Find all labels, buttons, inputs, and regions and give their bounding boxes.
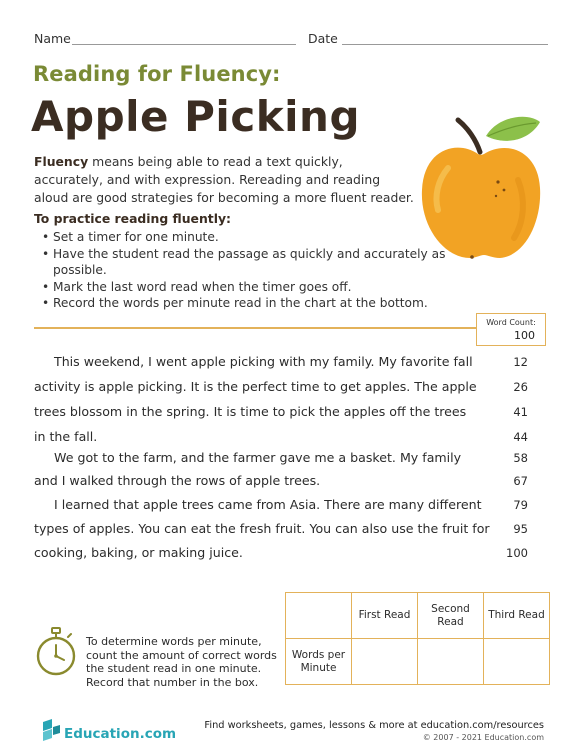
- third-read-entry[interactable]: [484, 639, 550, 685]
- intro-text: means being able to read a text quickly, accurately, and with expression. Rereading and reading aloud are good strategies for becoming a more fluent reader.: [34, 154, 414, 205]
- words-per-minute-table: [285, 592, 550, 685]
- passage-line: [34, 473, 544, 493]
- list-item: • Record the words per minute read in the chart at the bottom.: [42, 295, 462, 312]
- passage-line: [34, 545, 544, 565]
- list-item: • Have the student read the passage as quickly and accurately as possible.: [42, 246, 462, 279]
- passage-line: [34, 404, 544, 424]
- passage-text: We got to the farm, and the farmer gave me a basket. My family: [54, 450, 462, 465]
- passage-text: trees blossom in the spring. It is time to pick the apples off the trees: [34, 404, 467, 419]
- list-item: • Mark the last word read when the timer goes off.: [42, 279, 462, 296]
- passage-text: I learned that apple trees came from Asia. There are many different: [54, 497, 482, 512]
- running-word-count: 58: [513, 451, 528, 465]
- passage-text: activity is apple picking. It is the perfect time to get apples. The apple: [34, 379, 477, 394]
- list-item: • Set a timer for one minute.: [42, 229, 462, 246]
- practice-list: [42, 229, 462, 312]
- timer-instructions: To determine words per minute, count the amount of correct words the student read in one minute. Record that number in the box.: [86, 635, 277, 689]
- name-date-row: [34, 31, 548, 47]
- date-field[interactable]: [342, 44, 548, 45]
- running-word-count: 95: [513, 522, 528, 536]
- worksheet-title: Apple Picking: [31, 92, 361, 141]
- education-logo-text: Education.com: [64, 726, 177, 742]
- worksheet-subtitle: Reading for Fluency:: [33, 62, 281, 86]
- running-word-count: 12: [513, 355, 528, 369]
- footer-copyright: © 2007 - 2021 Education.com: [422, 733, 544, 742]
- practice-heading: To practice reading fluently:: [34, 211, 231, 226]
- passage-line: [34, 354, 544, 374]
- date-label: Date: [308, 31, 338, 46]
- passage-text: This weekend, I went apple picking with my family. My favorite fall: [54, 354, 473, 369]
- running-word-count: 41: [513, 405, 528, 419]
- passage-line: [34, 379, 544, 399]
- running-word-count: 67: [513, 474, 528, 488]
- name-field[interactable]: [72, 44, 296, 45]
- passage-line: [34, 429, 544, 449]
- column-header: Third Read: [484, 593, 550, 639]
- word-count-box: [476, 313, 546, 346]
- column-header: Second Read: [418, 593, 484, 639]
- passage-line: [34, 521, 544, 541]
- word-count-value: 100: [514, 329, 535, 342]
- passage-line: [34, 497, 544, 517]
- column-header: First Read: [352, 593, 418, 639]
- apple-illustration: [418, 110, 548, 265]
- running-word-count: 100: [506, 546, 528, 560]
- second-read-entry[interactable]: [418, 639, 484, 685]
- passage-line: [34, 450, 544, 470]
- passage-text: types of apples. You can eat the fresh fruit. You can also use the fruit for: [34, 521, 490, 536]
- passage-text: cooking, baking, or making juice.: [34, 545, 243, 560]
- running-word-count: 44: [513, 430, 528, 444]
- row-label: Words per Minute: [286, 639, 352, 685]
- footer-info: [204, 720, 544, 742]
- name-label: Name: [34, 31, 71, 46]
- running-word-count: 26: [513, 380, 528, 394]
- word-count-label: Word Count:: [486, 318, 536, 327]
- first-read-entry[interactable]: [352, 639, 418, 685]
- passage-text: in the fall.: [34, 429, 98, 444]
- passage-text: and I walked through the rows of apple trees.: [34, 473, 321, 488]
- intro-bold-word: Fluency: [34, 154, 89, 169]
- stopwatch-icon: [34, 627, 78, 677]
- running-word-count: 79: [513, 498, 528, 512]
- intro-paragraph: [34, 153, 414, 207]
- education-logo-icon: [40, 718, 62, 742]
- footer-tagline[interactable]: Find worksheets, games, lessons & more at education.com/resources: [204, 720, 544, 731]
- table-corner-cell: [286, 593, 352, 639]
- divider-rule: [34, 327, 476, 329]
